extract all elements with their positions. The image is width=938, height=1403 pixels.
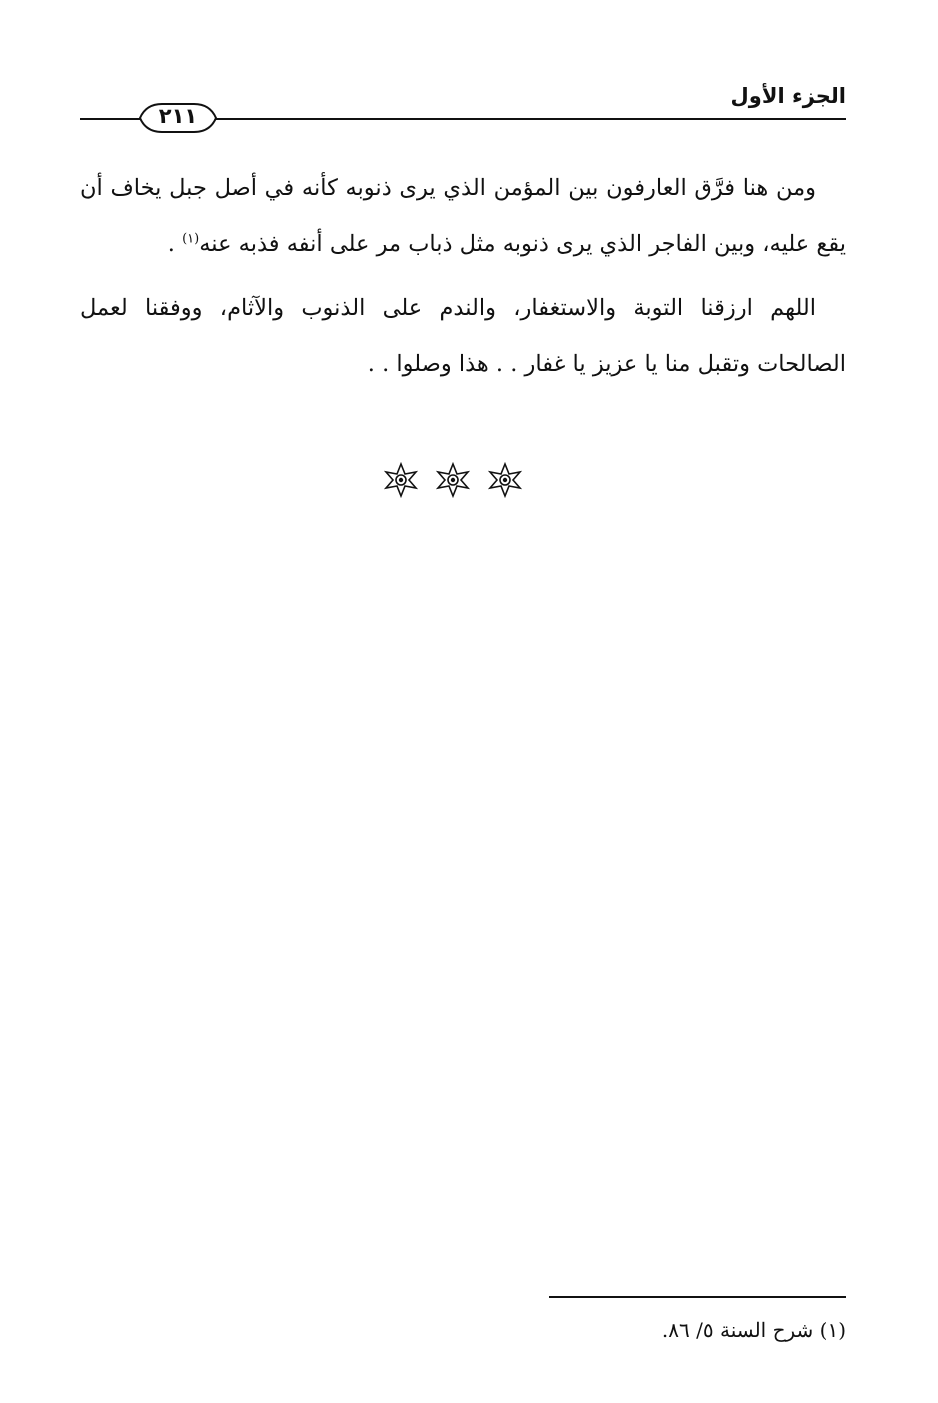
footnote: (١) شرح السنة ٥/ ٨٦. bbox=[661, 1318, 846, 1342]
section-separator bbox=[383, 462, 523, 498]
header-rule bbox=[215, 118, 846, 120]
paragraph-text: ومن هنا فرَّق العارفون بين المؤمن الذي يرى ذنوبه كأنه في أصل جبل يخاف أن يقع عليه، وبين الفاجر الذي يرى ذنوبه مثل ذباب مر على أنفه فذبه عنه bbox=[80, 175, 846, 257]
footnote-rule bbox=[549, 1296, 846, 1298]
footnote-ref[interactable]: (١) bbox=[182, 231, 200, 247]
ornamental-star-icon bbox=[487, 462, 523, 498]
ornamental-star-icon bbox=[435, 462, 471, 498]
paragraph-end: . bbox=[167, 231, 183, 257]
body-paragraph-1 bbox=[80, 160, 846, 272]
running-title: الجزء الأول bbox=[730, 84, 846, 108]
body-paragraph-2 bbox=[80, 280, 846, 392]
ornamental-star-icon bbox=[383, 462, 419, 498]
page-number: ٢١١ bbox=[158, 104, 198, 128]
page-number-badge bbox=[136, 101, 220, 135]
paragraph-text: اللهم ارزقنا التوبة والاستغفار، والندم على الذنوب والآثام، ووفقنا لعمل الصالحات وتقبل منا يا عزيز يا غفار . . هذا وصلوا . . bbox=[80, 295, 846, 377]
header-rule-left bbox=[80, 118, 140, 120]
